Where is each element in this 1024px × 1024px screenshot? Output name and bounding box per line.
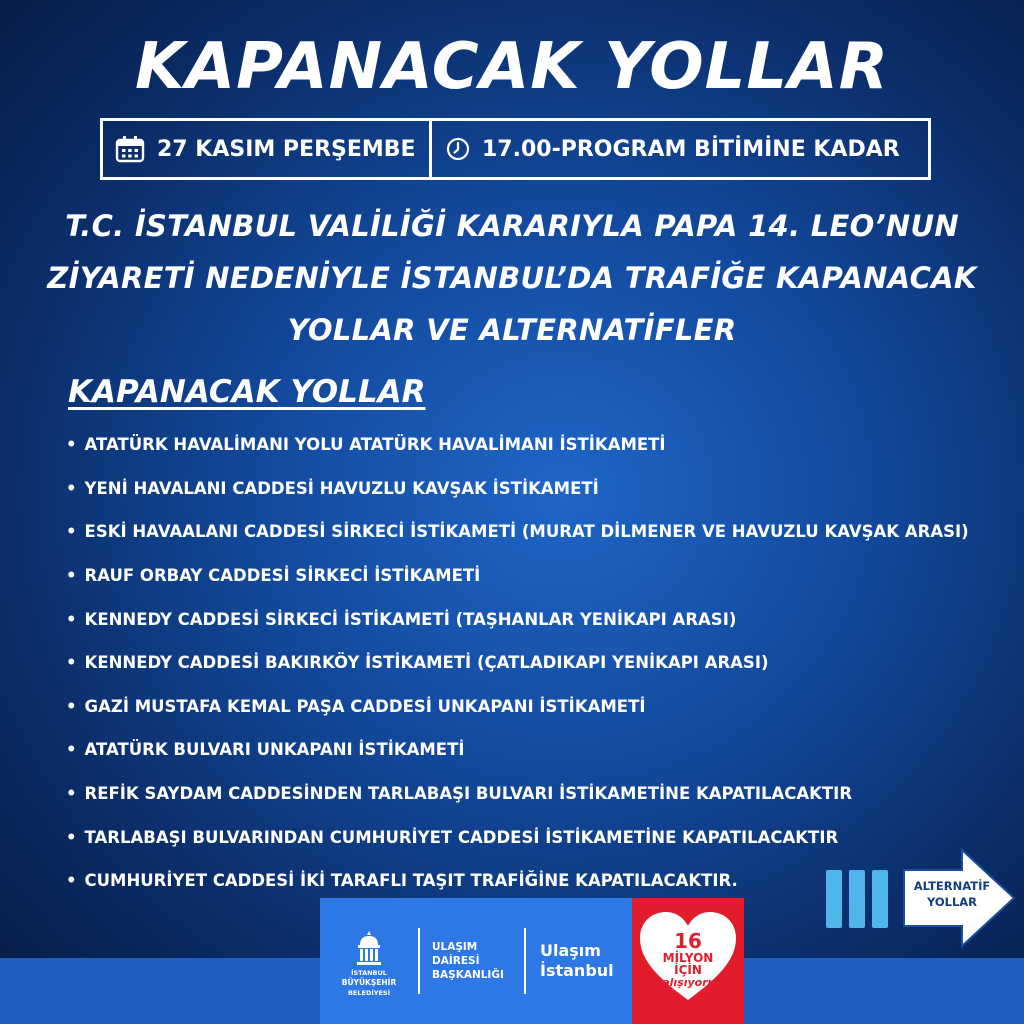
bullet: • bbox=[66, 566, 77, 586]
list-item bbox=[66, 685, 1011, 729]
dept-line: DAİRESİ bbox=[432, 955, 480, 967]
list-item bbox=[66, 423, 1011, 467]
road-name: RAUF ORBAY CADDESİ SİRKECİ İSTİKAMETİ bbox=[84, 566, 481, 586]
ibb-logo-icon bbox=[354, 929, 384, 967]
list-item bbox=[66, 728, 1011, 772]
list-item bbox=[66, 467, 1011, 511]
bullet: • bbox=[66, 740, 77, 760]
subtitle-line: ZİYARETİ NEDENİYLE İSTANBUL’DA TRAFİĞE KAPANACAK bbox=[47, 261, 977, 295]
ibb-name-line: İSTANBUL bbox=[351, 969, 387, 977]
subtitle-line: YOLLAR VE ALTERNATİFLER bbox=[287, 313, 737, 347]
alternative-roads-badge[interactable] bbox=[826, 846, 1018, 950]
brand-line: Ulaşım bbox=[540, 941, 601, 960]
list-item bbox=[66, 554, 1011, 598]
road-name: ATATÜRK HAVALİMANI YOLU ATATÜRK HAVALİMANI İSTİKAMETİ bbox=[84, 435, 666, 455]
list-item bbox=[66, 772, 1011, 816]
campaign-number: 16 bbox=[674, 929, 702, 953]
dept-line: BAŞKANLIĞI bbox=[432, 969, 504, 981]
list-item bbox=[66, 641, 1011, 685]
accent-bar bbox=[849, 870, 865, 928]
bullet: • bbox=[66, 609, 77, 629]
time-cell bbox=[432, 121, 928, 177]
campaign-line: İÇİN bbox=[674, 963, 702, 977]
campaign-line: MİLYON bbox=[662, 951, 714, 965]
campaign-badge bbox=[632, 898, 744, 1024]
alternative-roads-label bbox=[902, 878, 1002, 910]
road-name: YENİ HAVALANI CADDESİ HAVUZLU KAVŞAK İSTİKAMETİ bbox=[84, 478, 599, 498]
ulasim-istanbul-brand bbox=[526, 941, 632, 981]
bullet: • bbox=[66, 435, 77, 455]
road-name: CUMHURİYET CADDESİ İKİ TARAFLI TAŞIT TRAFİĞİNE KAPATILACAKTIR. bbox=[84, 871, 738, 891]
ibb-name-line: BELEDİYESİ bbox=[347, 989, 391, 997]
road-name: ESKİ HAVAALANI CADDESİ SİRKECİ İSTİKAMETİ (MURAT DİLMENER VE HAVUZLU KAVŞAK ARASI) bbox=[84, 522, 969, 542]
date-time-bar bbox=[100, 118, 931, 180]
ibb-logo bbox=[320, 925, 418, 997]
event-date: 27 KASIM PERŞEMBE bbox=[157, 136, 416, 162]
bullet: • bbox=[66, 827, 77, 847]
calendar-icon bbox=[115, 135, 145, 163]
accent-bar bbox=[826, 870, 842, 928]
road-name: TARLABAŞI BULVARINDAN CUMHURİYET CADDESİ İSTİKAMETİNE KAPATILACAKTIR bbox=[84, 827, 839, 847]
transport-department-name bbox=[420, 940, 524, 982]
date-cell bbox=[103, 121, 429, 177]
road-name: ATATÜRK BULVARI UNKAPANI İSTİKAMETİ bbox=[84, 740, 465, 760]
page-title: KAPANACAK YOLLAR bbox=[134, 30, 890, 104]
list-item bbox=[66, 510, 1011, 554]
bullet: • bbox=[66, 522, 77, 542]
announcement-subtitle bbox=[20, 200, 1004, 356]
accent-bar bbox=[872, 870, 888, 928]
section-heading: KAPANACAK YOLLAR bbox=[68, 374, 426, 410]
subtitle-line: T.C. İSTANBUL VALİLİĞİ KARARIYLA PAPA 14. LEO’NUN bbox=[65, 209, 959, 243]
bullet: • bbox=[66, 653, 77, 673]
footer-logos bbox=[320, 898, 632, 1024]
bullet: • bbox=[66, 478, 77, 498]
brand-line: İstanbul bbox=[540, 961, 614, 980]
road-name: KENNEDY CADDESİ SİRKECİ İSTİKAMETİ (TAŞHANLAR YENİKAPI ARASI) bbox=[84, 609, 737, 629]
dept-line: ULAŞIM bbox=[432, 941, 478, 953]
campaign-line: Çalışıyoruz bbox=[654, 976, 722, 989]
road-name: KENNEDY CADDESİ BAKIRKÖY İSTİKAMETİ (ÇATLADIKAPI YENİKAPI ARASI) bbox=[84, 653, 769, 673]
list-item bbox=[66, 597, 1011, 641]
alt-label-line: ALTERNATİF bbox=[913, 879, 991, 893]
alt-label-line: YOLLAR bbox=[926, 895, 978, 909]
closed-roads-list bbox=[66, 423, 1011, 903]
event-time: 17.00-PROGRAM BİTİMİNE KADAR bbox=[482, 136, 900, 162]
accent-bars bbox=[826, 870, 888, 928]
road-name: GAZİ MUSTAFA KEMAL PAŞA CADDESİ UNKAPANI İSTİKAMETİ bbox=[84, 696, 646, 716]
road-name: REFİK SAYDAM CADDESİNDEN TARLABAŞI BULVARI İSTİKAMETİNE KAPATILACAKTIR bbox=[84, 784, 853, 804]
bullet: • bbox=[66, 784, 77, 804]
bullet: • bbox=[66, 871, 77, 891]
clock-icon bbox=[446, 137, 470, 161]
ibb-name-line: BÜYÜKŞEHİR bbox=[341, 978, 397, 987]
bullet: • bbox=[66, 696, 77, 716]
